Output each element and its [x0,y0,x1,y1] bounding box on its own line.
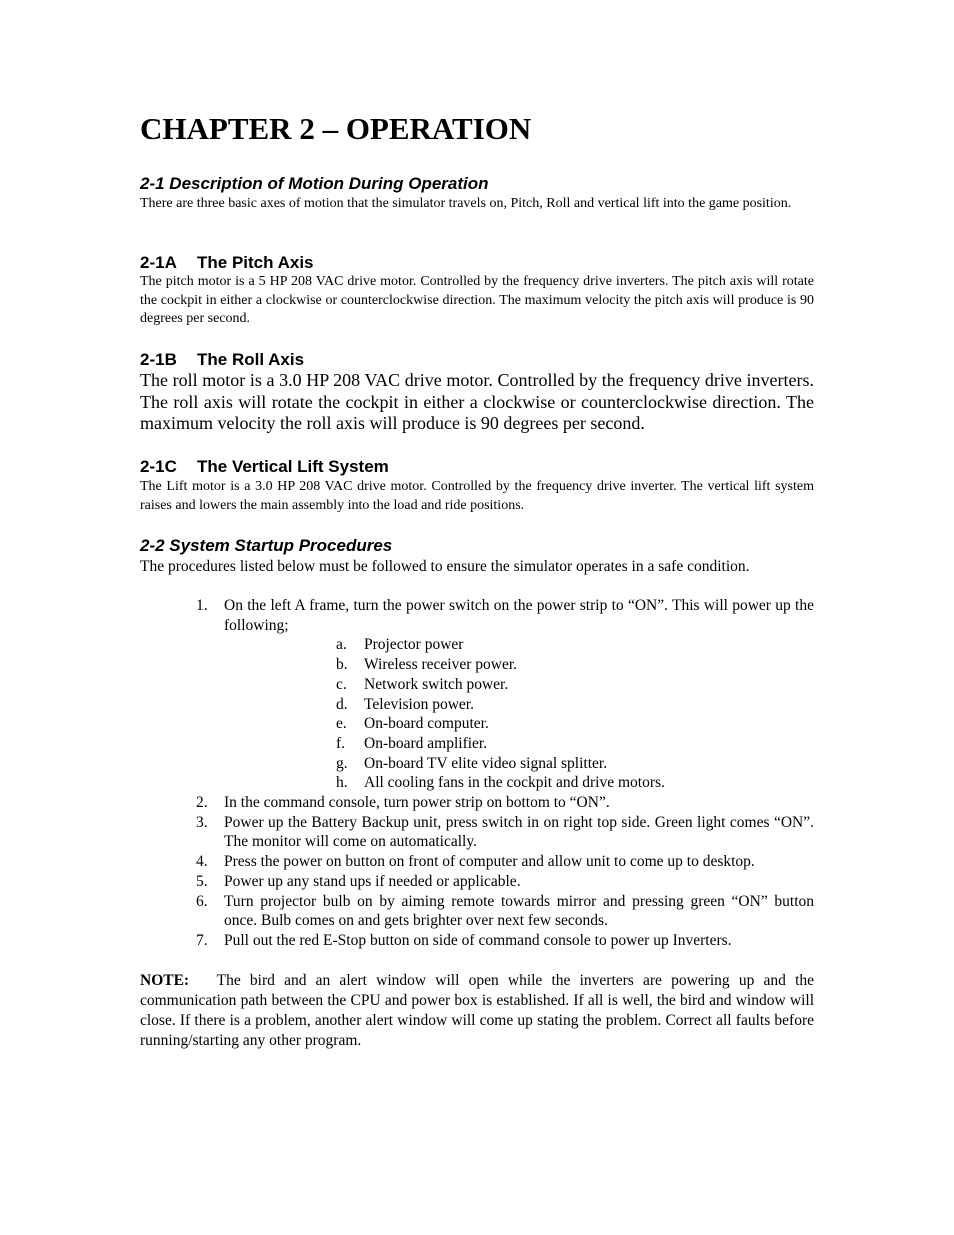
sub-letter: g. [336,754,348,772]
list-item [140,596,814,793]
list-item [224,695,814,715]
list-item [140,852,814,872]
sub-text: On-board amplifier. [364,734,488,752]
step-number: 7. [196,931,208,949]
step-text: Power up the Battery Backup unit, press switch in on right top side. Green light comes “ON”. The monitor will come on automatically. [224,813,814,851]
list-item [140,813,814,852]
sub-text: On-board TV elite video signal splitter. [364,754,608,772]
list-item [224,635,814,655]
sub-letter: h. [336,774,348,792]
step-number: 2. [196,794,208,812]
section-heading-description-of-motion: 2-1 Description of Motion During Operation [140,174,489,193]
sub-text: Wireless receiver power. [364,656,518,674]
section-title: The Pitch Axis [197,253,314,272]
sub-text: All cooling fans in the cockpit and drive motors. [364,774,665,792]
sub-letter: a. [336,636,347,654]
section-heading-vertical-lift [140,457,389,477]
step-number: 6. [196,892,208,910]
sub-text: Television power. [364,695,474,713]
sub-letter: b. [336,656,348,674]
section-body-pitch-axis: The pitch motor is a 5 HP 208 VAC drive motor. Controlled by the frequency drive inverters. The pitch axis will rotate the cockpit in either a clockwise or counterclockwise direction. The maximum velocity the pitch axis will produce is 90 degrees per second. [140,274,814,326]
list-item [224,734,814,754]
list-item [224,773,814,793]
section-number: 2-1B [140,350,177,369]
sub-letter: f. [336,734,346,752]
step-number: 1. [196,597,208,614]
list-item [140,931,814,951]
step-text: On the left A frame, turn the power switch on the power strip to “ON”. This will power up the following; [224,597,814,634]
list-item [140,872,814,892]
section-body-description-of-motion: There are three basic axes of motion that the simulator travels on, Pitch, Roll and vertical lift into the game position. [140,196,792,211]
sub-text: Projector power [364,636,464,654]
section-number: 2-1C [140,457,177,476]
sub-letter: e. [336,715,347,733]
section-heading-pitch-axis [140,253,314,273]
step-text: Pull out the red E-Stop button on side of command console to power up Inverters. [224,931,732,949]
section-heading-roll-axis [140,350,304,370]
section-title: The Vertical Lift System [197,457,389,476]
list-item [140,793,814,813]
section-number: 2-1A [140,253,177,272]
step-text: In the command console, turn power strip on bottom to “ON”. [224,794,610,812]
list-item [224,675,814,695]
section-title: The Roll Axis [197,350,305,369]
sub-letter: d. [336,695,348,713]
note-label: NOTE: [140,972,190,989]
section-heading-startup-procedures: 2-2 System Startup Procedures [140,536,393,555]
note-text: The bird and an alert window will open while the inverters are powering up and the communication path between the CPU and power box is established. If all is well, the bird and window will close. If there is a problem, another alert window will come up stating the problem. Correct all faults before running/starting any other program. [140,972,815,1049]
startup-steps-list [140,596,814,951]
step-number: 3. [196,813,208,831]
section-body-vertical-lift: The Lift motor is a 3.0 HP 208 VAC drive motor. Controlled by the frequency drive inverter. The vertical lift system raises and lowers the main assembly into the load and ride positions. [140,479,814,513]
section-intro-startup-procedures: The procedures listed below must be followed to ensure the simulator operates in a safe condition. [140,558,750,575]
sub-text: On-board computer. [364,715,489,733]
chapter-title: CHAPTER 2 – OPERATION [140,111,532,146]
list-item [140,892,814,931]
list-item [224,714,814,734]
list-item [224,655,814,675]
section-body-roll-axis: The roll motor is a 3.0 HP 208 VAC drive motor. Controlled by the frequency drive inverters. The roll axis will rotate the cockpit in either a clockwise or counterclockwise direction. The maximum velocity the roll axis will produce is 90 degrees per second. [140,370,814,433]
power-up-sublist [224,635,814,793]
list-item [224,754,814,774]
step-text: Turn projector bulb on by aiming remote towards mirror and pressing green “ON” button once. Bulb comes on and gets brighter over next few seconds. [224,892,814,930]
step-text: Power up any stand ups if needed or applicable. [224,872,521,890]
step-number: 4. [196,853,208,871]
sub-text: Network switch power. [364,675,509,693]
step-text: Press the power on button on front of computer and allow unit to come up to desktop. [224,853,755,871]
step-number: 5. [196,872,208,890]
note-paragraph [140,971,814,1051]
sub-letter: c. [336,675,347,693]
